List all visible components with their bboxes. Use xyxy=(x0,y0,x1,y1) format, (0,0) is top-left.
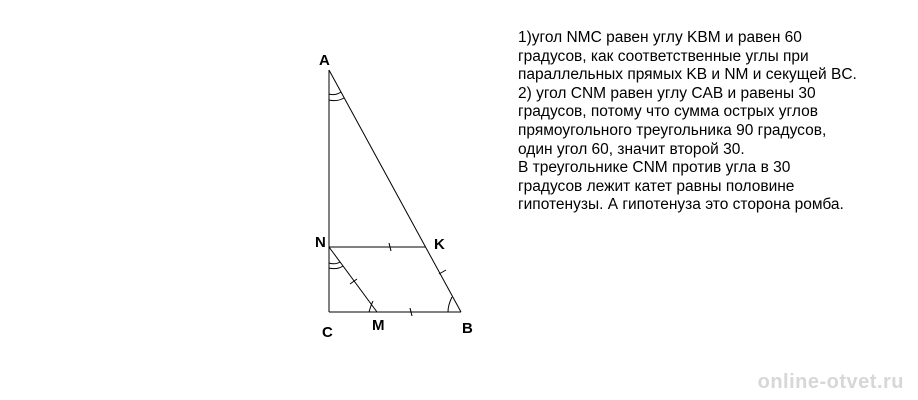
solution-line: градусов лежит катет равны половине xyxy=(518,177,795,195)
point-label-m: M xyxy=(372,317,385,334)
solution-line: 1)угол NMC равен углу KBM и равен 60 xyxy=(518,29,802,46)
angle-arc-n xyxy=(329,262,340,264)
solution-line: градусов, потому что сумма острых углов xyxy=(518,103,818,121)
solution-line: один угол 60, значит второй 30. xyxy=(518,140,745,158)
angle-arc-b xyxy=(448,297,452,312)
tick-kb xyxy=(439,270,446,274)
watermark: online-otvet.ru xyxy=(757,371,904,393)
point-label-n: N xyxy=(315,234,326,251)
solution-text xyxy=(518,29,910,215)
solution-line: гипотенузы. А гипотенуза это сторона ромба. xyxy=(518,196,844,214)
angle-arc-a-2 xyxy=(329,98,344,101)
solution-line: прямоугольного треугольника 90 градусов, xyxy=(518,121,827,139)
solution-line: 2) угол CNM равен углу CAB и равены 30 xyxy=(518,84,816,102)
point-label-b: B xyxy=(462,320,473,337)
angle-arc-n-2 xyxy=(329,266,343,269)
angle-arc-a xyxy=(329,92,341,95)
point-label-c: C xyxy=(322,324,333,341)
solution-line: градусов, как соответственные углы при xyxy=(518,47,809,65)
point-label-a: A xyxy=(319,52,330,69)
solution-line: параллельных прямых KB и NM и секущей BC. xyxy=(518,66,857,84)
point-label-k: K xyxy=(434,236,445,253)
solution-line: В треугольнике CNM против угла в 30 xyxy=(518,159,791,177)
segment-nm xyxy=(329,247,377,312)
side-ab xyxy=(329,70,461,312)
